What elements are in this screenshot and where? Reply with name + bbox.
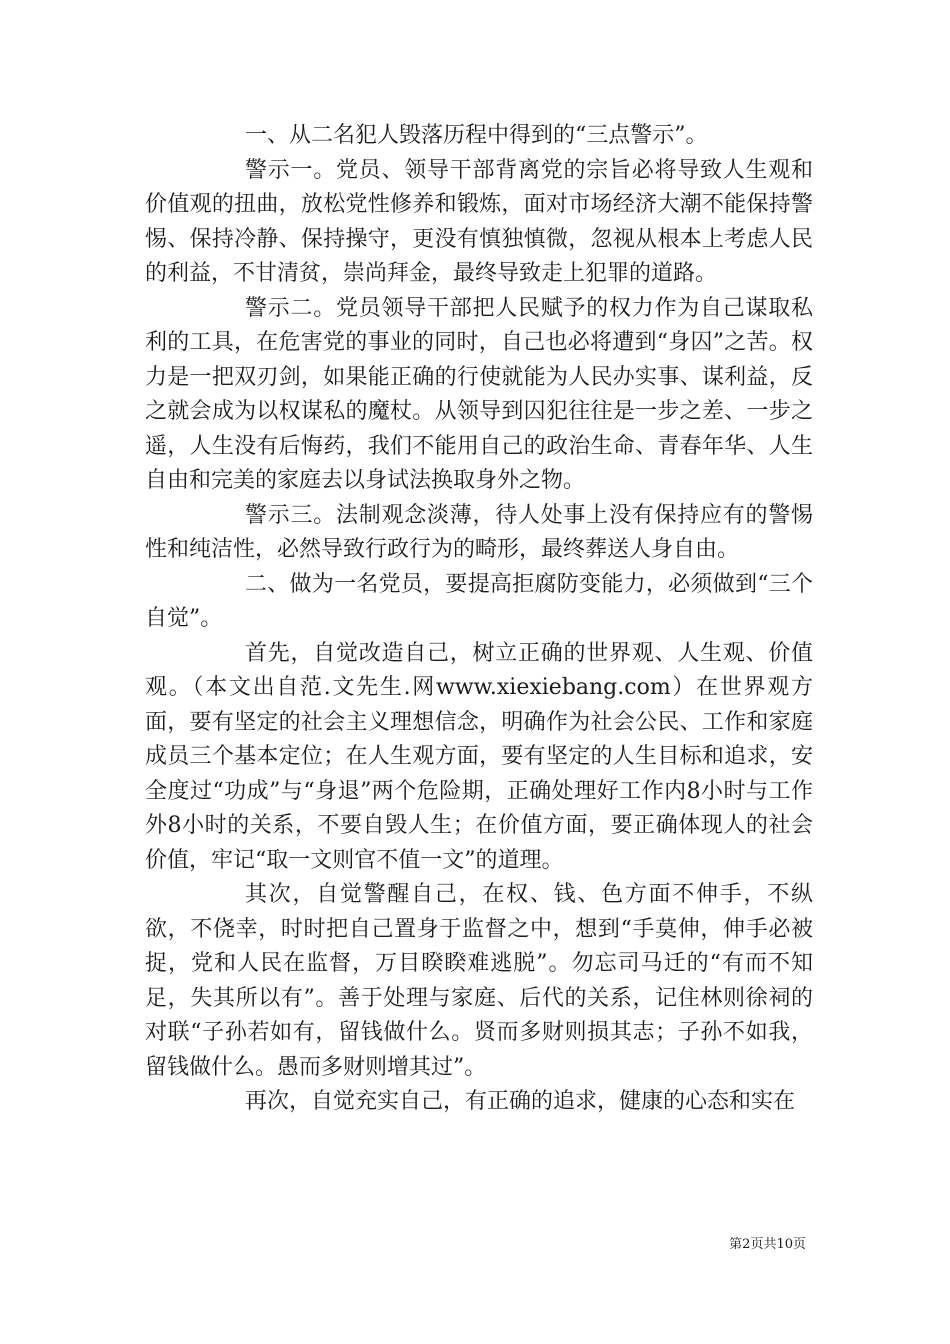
paragraph-third-enrich-self: 再次，自觉充实自己，有正确的追求，健康的心态和实在 — [245, 1089, 796, 1114]
paragraph-heading-lessons: 一、从二名犯人毁落历程中得到的“三点警示”。 — [245, 123, 708, 148]
paragraph-warning-two: 警示二。党员领导干部把人民赋予的权力作为自己谋取私利的工具，在危害党的事业的同时，自己也必将遭到“身囚”之苦。权力是一把双刃剑，如果能正确的行使就能为人民办实事、谋利益，反之就会成为以权谋私的魔杖。从领导到囚犯往往是一步之差、一步之遥，人生没有后悔药，我们不能用自己的政治生命、青春年华、人生自由和完美的家庭去以身试法换取身外之物。 — [145, 295, 813, 493]
paragraph-heading-three-consciousness: 二、做为一名党员，要提高拒腐防变能力，必须做到“三个自觉”。 — [145, 571, 813, 631]
page-number-footer: 第2页共10页 — [729, 1237, 806, 1252]
paragraph-second-alert-self: 其次，自觉警醒自己，在权、钱、色方面不伸手，不纵欲，不侥幸，时时把自己置身于监督之中，想到“手莫伸，伸手必被捉，党和人民在监督，万目睽睽难逃脱”。勿忘司马迁的“有而不知足，失其所以有”。善于处理与家庭、后代的关系，记住林则徐祠的对联“子孙若如有，留钱做什么。贤而多财则损其志；子孙不如我，留钱做什么。愚而多财则增其过”。 — [145, 882, 813, 1080]
paragraph-warning-one: 警示一。党员、领导干部背离党的宗旨必将导致人生观和价值观的扭曲，放松党性修养和锻炼，面对市场经济大潮不能保持警惕、保持冷静、保持操守，更没有慎独慎微，忽视从根本上考虑人民的利益，不甘清贫，崇尚拜金，最终导致走上犯罪的道路。 — [145, 157, 813, 286]
document-body — [145, 119, 813, 1120]
paragraph-first-reform-self: 首先，自觉改造自己，树立正确的世界观、人生观、价值观。（本文出自范.文先生.网www.xiexiebang.com）在世界观方面，要有坚定的社会主义理想信念，明确作为社会公民、工作和家庭成员三个基本定位；在人生观方面，要有坚定的人生目标和追求，安全度过“功成”与“身退”两个危险期，正确处理好工作内8小时与工作外8小时的关系，不要自毁人生；在价值方面，要正确体现人的社会价值，牢记“取一文则官不值一文”的道理。 — [145, 640, 813, 873]
paragraph-warning-three: 警示三。法制观念淡薄，待人处事上没有保持应有的警惕性和纯洁性，必然导致行政行为的畸形，最终葬送人身自由。 — [145, 502, 813, 562]
